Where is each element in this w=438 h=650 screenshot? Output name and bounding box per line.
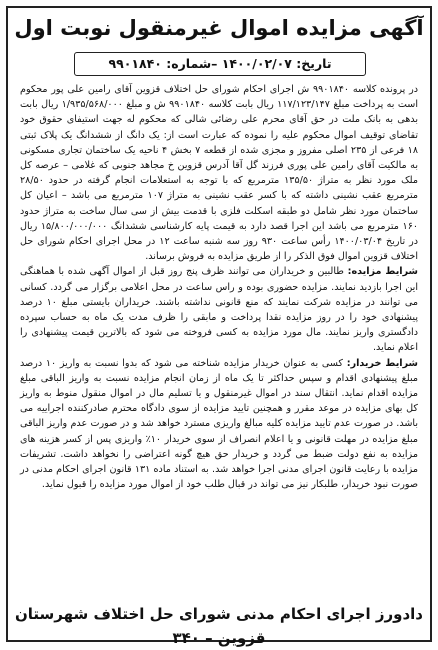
notice-body	[20, 82, 418, 492]
buyer-conditions-text: کسی به عنوان خریدار مزایده شناخته می شود که بدوا نسبت به واریز ۱۰ درصد مبلغ پیشنهادی اقدام و سپس حداکثر تا یک ماه از زمان انجام مزایده نسبت به واریز الباقی مبلغ مزایده اقدام نماید. انتقال سند در اموال غیرمنقول و یا تسلیم مال در اموال منقول منوط به واریز کل بهای مزایده در موعد مقرر و همچنین تایید مزایده از سوی دادگاه محترم صادرکننده اجراییه می باشد. در صورت عدم تایید مزایده کلیه مبالغ واریزی مسترد خواهد شد و در صورت عدم واریز الباقی مبلغ مزایده در مهلت قانونی و یا اعلام انصراف از سوی خریدار ۱۰٪ واریزی پس از کسر هزینه های مزایده به نفع دولت ضبط می گردد و خریدار حق هیچ گونه اعتراضی را نخواهد داشت. تشریفات مزایده با رعایت قانون اجرای مدنی اجرا خواهد شد. به استناد ماده ۱۳۱ قانون اجرای احکام مدنی در صورت نبود خریدار، طلبکار نیز می تواند در قبال طلب خود از اموال مورد مزایده را قبول نماید.	[20, 357, 419, 491]
auction-conditions-paragraph	[20, 264, 418, 355]
case-paragraph: در پرونده کلاسه ۹۹۰۱۸۴۰ ش اجرای احکام شورای حل اختلاف قزوین آقای رامین علی پور محکوم است به پرداخت مبلغ ۱۱۷/۱۲۳/۱۴۷ ریال بابت کلاسه ۹۹۰۱۸۴۰ ش و مبلغ ۱/۹۳۵/۵۶۸/۰۰۰ ریال بابت بدهی به بانک ملت در حق آقای محرم علی رضائی شالی که محکوم له جهت استیفای حقوق خود تقاضای توقیف اموال محکوم علیه را نموده که عبارت است از: یک دانگ از ششدانگ یک پلاک ثبتی ۱۸ فرعی از ۲۳۵ اصلی مفروز و مجزی شده از قطعه ۷ بخش ۴ ناحیه یک ساختمان تجاری مسکونی به مالکیت آقای رامین علی پوری فرزند گل آقا آدرس قزوین خ مجاهد جنوبی که غلامی – عرصه کل ملک مورد نظر به متراژ ۱۳۵/۵۰ مترمربع که با توجه به استعلامات انجام گرفته در حدود ۲۸/۵۰ مترمربع عقب نشینی داشته که با کسر عقب نشینی به متراژ ۱۰۷ مترمربع می باشد – اعیان کل ساختمان مورد نظر شامل دو طبقه اسکلت فلزی با قدمت بیش از سی سال ساخت به متراژ حدود ۱۶۰ مترمربع می باشد این اجرا قصد دارد به قیمت پایه کارشناسی ششدانگ ۱۵/۸۰۰/۰۰۰/۰۰۰ ریال در تاریخ ۱۴۰۰/۰۳/۰۴ رأس ساعت ۹۳۰ روز سه شنبه ساعت ۱۲ در محل اجرای احکام شورای حل اختلاف قزوین اموال فوق الذکر را از طریق مزایده به فروش برساند.	[20, 84, 419, 263]
notice-title: آگهی مزایده اموال غیرمنقول نوبت اول	[14, 16, 424, 40]
notice-signature: دادورز اجرای احکام مدنی شورای حل اختلاف شهرستان قزوین – ۳۴۰	[15, 605, 423, 647]
date-number-box: تاریخ: ۱۴۰۰/۰۲/۰۷ –شماره: ۹۹۰۱۸۴۰	[74, 52, 366, 76]
auction-conditions-heading: شرایط مزایده:	[347, 266, 418, 278]
buyer-conditions-heading: شرایط خریدار:	[346, 357, 418, 369]
buyer-conditions-paragraph	[20, 356, 418, 493]
auction-conditions-text: طالبین و خریداران می توانند ظرف پنج روز قبل از اموال آگهی شده با هماهنگی این اجرا بازدید نمایند. مزایده حضوری بوده و راس ساعت در محل اعلامی برگزار می گردد. کسانی می توانند در مزایده شرکت نمایند که منع قانونی نداشته باشند. خریداران بایستی مبلغ ۱۰ درصد پیشنهادی خود را در روز مزایده نقدا پرداخت و مابقی را ظرف مدت یک ماه به حساب سپرده دادگستری واریز نمایند. مال مورد مزایده به کسی فروخته می شود که بالاترین قیمت پیشنهادی را اعلام نماید.	[20, 266, 419, 354]
